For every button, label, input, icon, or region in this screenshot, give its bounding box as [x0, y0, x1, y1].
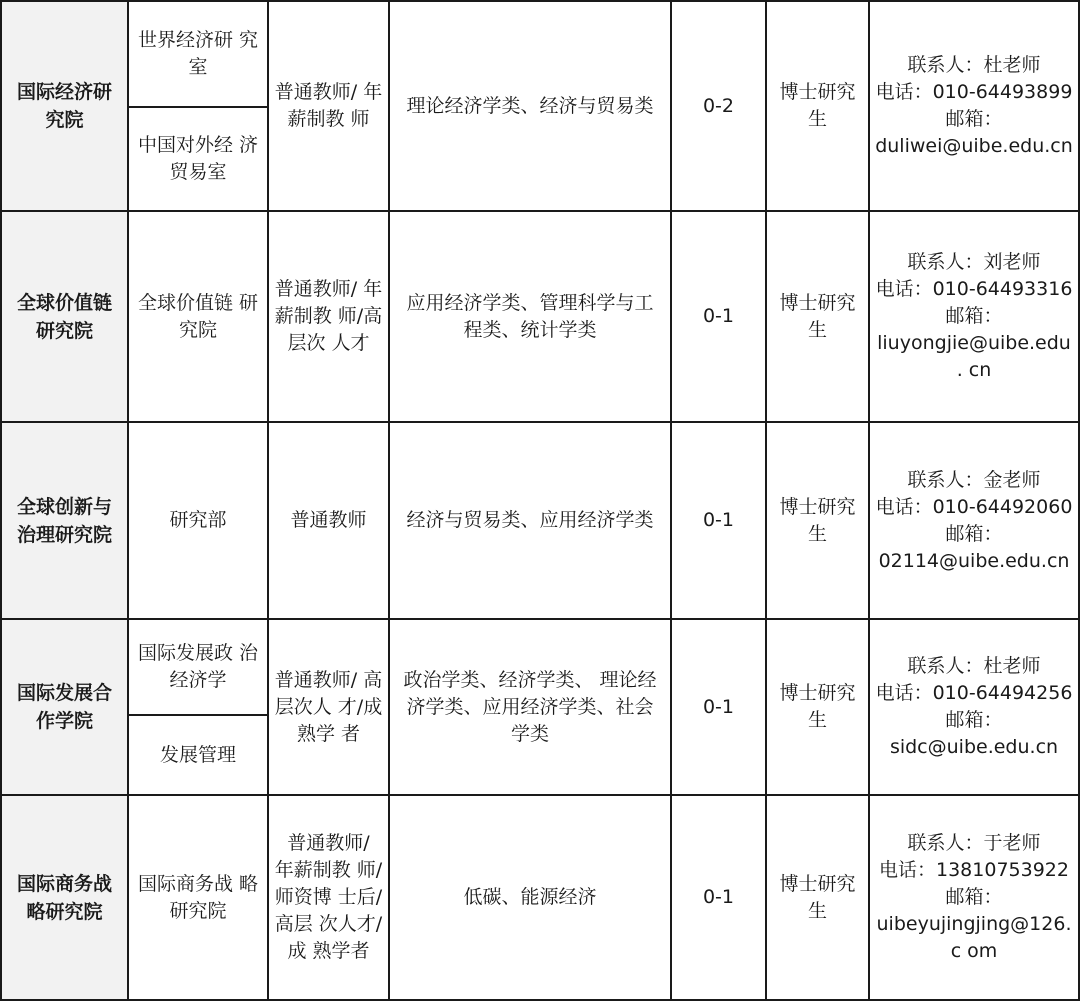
institute-cell: 全球价值链 研究院 — [1, 211, 128, 422]
position-cell: 普通教师 — [268, 422, 389, 619]
department-cell: 世界经济研 究 室 — [128, 1, 268, 107]
department-cell: 发展管理 — [128, 715, 268, 795]
table-row — [1, 1, 1079, 107]
institute-cell: 国际商务战 略研究院 — [1, 795, 128, 1000]
degree-cell: 博士研究 生 — [766, 619, 869, 795]
department-cell: 国际发展政 治 经济学 — [128, 619, 268, 715]
position-cell: 普通教师/ 年薪制教 师/ 师资博 士后/ 高层 次人才/ 成 熟学者 — [268, 795, 389, 1000]
count-cell: 0-1 — [671, 619, 766, 795]
position-cell: 普通教师/ 高 层次人 才/成 熟学 者 — [268, 619, 389, 795]
major-cell: 理论经济学类、经济与贸易类 — [389, 1, 671, 211]
count-cell: 0-1 — [671, 422, 766, 619]
contact-cell: 联系人：金老师 电话：010-64492060 邮箱： 02114@uibe.edu.cn — [869, 422, 1079, 619]
department-cell: 全球价值链 研 究院 — [128, 211, 268, 422]
count-cell: 0-2 — [671, 1, 766, 211]
table-row — [1, 795, 1079, 1000]
degree-cell: 博士研究 生 — [766, 422, 869, 619]
department-cell: 国际商务战 略 研究院 — [128, 795, 268, 1000]
contact-cell: 联系人：刘老师 电话：010-64493316 邮箱： liuyongjie@uibe.edu . cn — [869, 211, 1079, 422]
major-cell: 经济与贸易类、应用经济学类 — [389, 422, 671, 619]
position-cell: 普通教师/ 年 薪制教 师/高 层次 人才 — [268, 211, 389, 422]
institute-cell: 全球创新与 治理研究院 — [1, 422, 128, 619]
major-cell: 政治学类、经济学类、 理论经 济学类、应用经济学类、社会 学类 — [389, 619, 671, 795]
contact-cell: 联系人：杜老师 电话：010-64494256 邮箱： sidc@uibe.edu.cn — [869, 619, 1079, 795]
degree-cell: 博士研究 生 — [766, 1, 869, 211]
table-row — [1, 211, 1079, 422]
institute-cell: 国际发展合 作学院 — [1, 619, 128, 795]
count-cell: 0-1 — [671, 795, 766, 1000]
contact-cell: 联系人：杜老师 电话：010-64493899 邮箱： duliwei@uibe.edu.cn — [869, 1, 1079, 211]
department-cell: 中国对外经 济 贸易室 — [128, 107, 268, 211]
table-row — [1, 422, 1079, 619]
contact-cell: 联系人：于老师 电话：13810753922 邮箱： uibeyujingjing@126. c om — [869, 795, 1079, 1000]
degree-cell: 博士研究 生 — [766, 211, 869, 422]
degree-cell: 博士研究 生 — [766, 795, 869, 1000]
department-cell: 研究部 — [128, 422, 268, 619]
table-row — [1, 619, 1079, 715]
institute-cell: 国际经济研 究院 — [1, 1, 128, 211]
major-cell: 低碳、能源经济 — [389, 795, 671, 1000]
count-cell: 0-1 — [671, 211, 766, 422]
position-cell: 普通教师/ 年 薪制教 师 — [268, 1, 389, 211]
major-cell: 应用经济学类、管理科学与工 程类、统计学类 — [389, 211, 671, 422]
